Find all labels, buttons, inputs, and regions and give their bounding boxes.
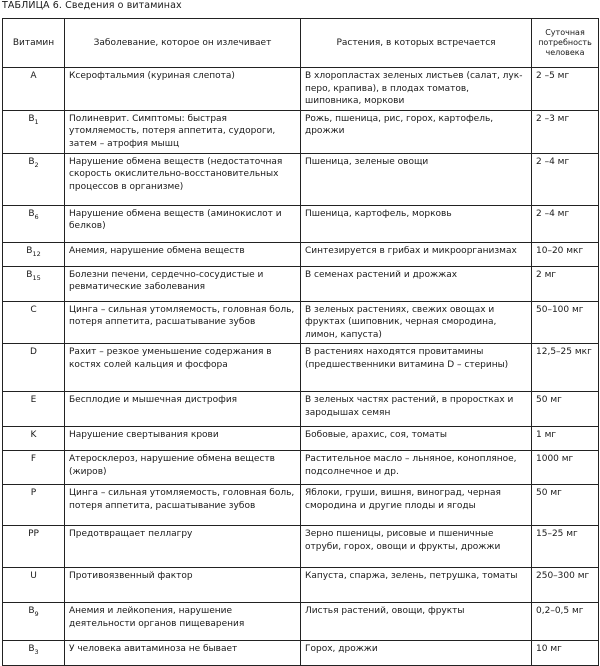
vitamin-subscript: 2 xyxy=(34,160,39,169)
table-row xyxy=(3,526,599,568)
plants-cell: Пшеница, зеленые овощи xyxy=(301,153,532,205)
table-row xyxy=(3,451,599,485)
vitamin-subscript: 1 xyxy=(34,117,39,126)
plants-cell: Яблоки, груши, вишня, виноград, черная смородина и другие плоды и ягоды xyxy=(301,485,532,526)
daily-need-cell: 10–20 мкг xyxy=(532,242,599,266)
disease-cell: Полиневрит. Симптомы: быстрая утомляемость, потеря аппетита, судороги, затем – атрофия мышц xyxy=(65,110,301,153)
table-header-row xyxy=(3,19,599,68)
table-row xyxy=(3,68,599,111)
plants-cell: Синтезируется в грибах и микроорганизмах xyxy=(301,242,532,266)
table-row xyxy=(3,266,599,301)
vitamin-letter: K xyxy=(30,430,37,440)
plants-cell: В семенах растений и дрожжах xyxy=(301,266,532,301)
disease-cell: Нарушение обмена веществ (недостаточная скорость окислительно-восстановительных процессов в организме) xyxy=(65,153,301,205)
vitamin-cell xyxy=(3,451,65,485)
vitamin-letter: F xyxy=(30,454,37,464)
vitamin-cell xyxy=(3,301,65,344)
plants-cell: Бобовые, арахис, соя, томаты xyxy=(301,427,532,451)
vitamin-cell xyxy=(3,603,65,641)
table-row xyxy=(3,427,599,451)
vitamin-letter: B xyxy=(26,269,33,280)
disease-cell: Нарушение обмена веществ (аминокислот и белков) xyxy=(65,205,301,242)
vitamin-cell xyxy=(3,68,65,111)
vitamin-letter: A xyxy=(30,71,37,81)
vitamin-cell xyxy=(3,568,65,603)
table-caption: ТАБЛИЦА 6. Сведения о витаминах xyxy=(2,0,182,11)
plants-cell: В растениях находятся провитамины (предшественники витамина D – стерины) xyxy=(301,344,532,392)
vitamin-subscript: 9 xyxy=(34,610,39,618)
table-row xyxy=(3,110,599,153)
vitamin-letter: D xyxy=(30,347,37,357)
vitamin-cell xyxy=(3,153,65,205)
vitamin-subscript: 12 xyxy=(32,249,41,258)
table-row xyxy=(3,392,599,427)
daily-need-cell: 50 мг xyxy=(532,485,599,526)
table-body xyxy=(3,68,599,666)
table-row xyxy=(3,603,599,641)
vitamin-letter: B xyxy=(28,156,35,167)
daily-need-cell: 2 –4 мг xyxy=(532,153,599,205)
vitamin-letter: B xyxy=(28,644,35,654)
vitamin-letter: B xyxy=(28,113,35,124)
disease-cell: Цинга – сильная утомляемость, головная боль, потеря аппетита, расшатывание зубов xyxy=(65,485,301,526)
table-row xyxy=(3,344,599,392)
daily-need-cell: 2 мг xyxy=(532,266,599,301)
vitamin-subscript: 6 xyxy=(34,212,39,221)
table-row xyxy=(3,242,599,266)
header-vitamin: Витамин xyxy=(3,19,65,68)
daily-need-cell: 0,2–0,5 мг xyxy=(532,603,599,641)
table-row xyxy=(3,641,599,666)
plants-cell: Горох, дрожжи xyxy=(301,641,532,666)
vitamin-cell xyxy=(3,485,65,526)
vitamin-cell xyxy=(3,641,65,666)
table-row xyxy=(3,485,599,526)
daily-need-cell: 1 мг xyxy=(532,427,599,451)
disease-cell: Анемия и лейкопения, нарушение деятельности органов пищеварения xyxy=(65,603,301,641)
vitamin-letter: U xyxy=(30,571,37,581)
vitamin-cell xyxy=(3,110,65,153)
disease-cell: Болезни печени, сердечно-сосудистые и ревматические заболевания xyxy=(65,266,301,301)
table-row xyxy=(3,568,599,603)
daily-need-cell: 2 –4 мг xyxy=(532,205,599,242)
vitamin-cell xyxy=(3,266,65,301)
plants-cell: В зеленых частях растений, в проростках и зародышах семян xyxy=(301,392,532,427)
disease-cell: Нарушение свертывания крови xyxy=(65,427,301,451)
vitamin-cell xyxy=(3,526,65,568)
disease-cell: Рахит – резкое уменьшение содержания в костях солей кальция и фосфора xyxy=(65,344,301,392)
daily-need-cell: 2 –3 мг xyxy=(532,110,599,153)
vitamin-letter: E xyxy=(30,395,37,405)
table-row xyxy=(3,205,599,242)
daily-need-cell: 1000 мг xyxy=(532,451,599,485)
daily-need-cell: 12,5–25 мкг xyxy=(532,344,599,392)
plants-cell: Рожь, пшеница, рис, горох, картофель, дрожжи xyxy=(301,110,532,153)
vitamin-cell xyxy=(3,205,65,242)
plants-cell: Листья растений, овощи, фрукты xyxy=(301,603,532,641)
vitamin-cell xyxy=(3,392,65,427)
daily-need-cell: 15–25 мг xyxy=(532,526,599,568)
disease-cell: Ксерофтальмия (куриная слепота) xyxy=(65,68,301,111)
vitamin-letter: B xyxy=(28,208,35,219)
disease-cell: Бесплодие и мышечная дистрофия xyxy=(65,392,301,427)
plants-cell: Пшеница, картофель, морковь xyxy=(301,205,532,242)
plants-cell: В зеленых растениях, свежих овощах и фруктах (шиповник, черная смородина, лимон, капуста) xyxy=(301,301,532,344)
daily-need-cell: 250–300 мг xyxy=(532,568,599,603)
header-plants: Растения, в которых встречается xyxy=(301,19,532,68)
vitamin-letter: C xyxy=(30,304,37,315)
header-daily-need: Суточная потребность человека xyxy=(532,19,599,68)
daily-need-cell: 10 мг xyxy=(532,641,599,666)
disease-cell: Атеросклероз, нарушение обмена веществ (жиров) xyxy=(65,451,301,485)
plants-cell: Растительное масло – льняное, конопляное, подсолнечное и др. xyxy=(301,451,532,485)
disease-cell: Предотвращает пеллагру xyxy=(65,526,301,568)
vitamin-cell xyxy=(3,344,65,392)
vitamin-letter: PP xyxy=(28,529,39,539)
disease-cell: Анемия, нарушение обмена веществ xyxy=(65,242,301,266)
header-disease: Заболевание, которое он излечивает xyxy=(65,19,301,68)
plants-cell: Зерно пшеницы, рисовые и пшеничные отруби, горох, овощи и фрукты, дрожжи xyxy=(301,526,532,568)
disease-cell: Цинга – сильная утомляемость, головная боль, потеря аппетита, расшатывание зубов xyxy=(65,301,301,344)
daily-need-cell: 50 мг xyxy=(532,392,599,427)
vitamin-cell xyxy=(3,242,65,266)
disease-cell: Противоязвенный фактор xyxy=(65,568,301,603)
vitamin-letter: B xyxy=(26,245,33,256)
vitamin-letter: P xyxy=(30,488,37,498)
vitamin-letter: B xyxy=(28,606,35,616)
daily-need-cell: 50–100 мг xyxy=(532,301,599,344)
disease-cell: У человека авитаминоза не бывает xyxy=(65,641,301,666)
vitamin-cell xyxy=(3,427,65,451)
table-row xyxy=(3,301,599,344)
plants-cell: В хлоропластах зеленых листьев (салат, лук-перо, крапива), в плодах томатов, шиповника, моркови xyxy=(301,68,532,111)
table-row xyxy=(3,153,599,205)
vitamins-table xyxy=(2,18,599,666)
daily-need-cell: 2 –5 мг xyxy=(532,68,599,111)
plants-cell: Капуста, спаржа, зелень, петрушка, томаты xyxy=(301,568,532,603)
vitamin-subscript: 15 xyxy=(32,273,41,282)
vitamin-subscript: 3 xyxy=(34,648,39,656)
